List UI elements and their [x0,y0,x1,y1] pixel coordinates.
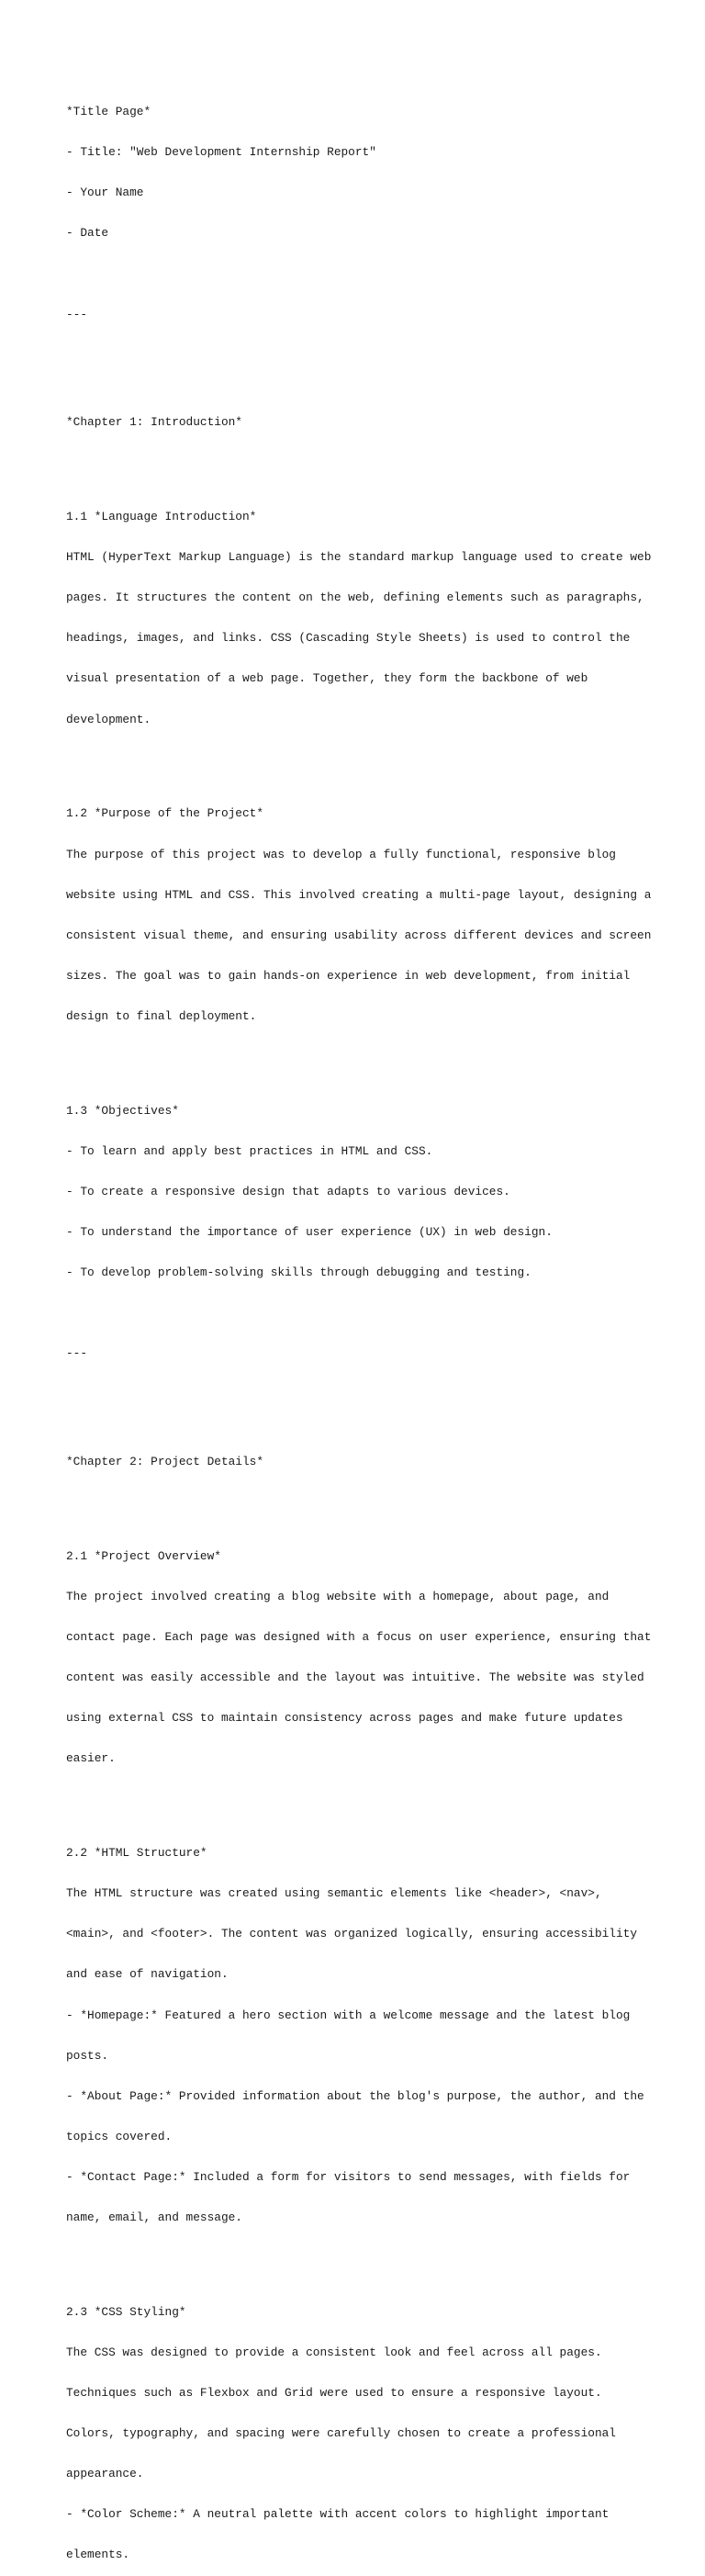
blank-line [66,2252,654,2266]
paragraph-line: contact page. Each page was designed with a focus on user experience, ensuring that [66,1630,652,1645]
title-page-item: - Title: "Web Development Internship Report" [66,145,376,160]
blank-line [66,349,654,363]
list-item: topics covered. [66,2129,173,2143]
paragraph-line: content was easily accessible and the layout was intuitive. The website was styled [66,1670,644,1685]
paragraph-line: website using HTML and CSS. This involved creating a multi-page layout, designing a [66,887,652,902]
paragraph-line: using external CSS to maintain consistency across pages and make future updates [66,1711,623,1726]
list-item: - To develop problem-solving skills through debugging and testing. [66,1266,532,1280]
paragraph-line: <main>, and <footer>. The content was organized logically, ensuring accessibility [66,1927,638,1941]
blank-line [66,456,654,470]
paragraph-line: appearance. [66,2467,144,2481]
list-item: name, email, and message. [66,2210,242,2225]
paragraph-line: The HTML structure was created using semantic elements like <header>, <nav>, [66,1886,602,1901]
title-page-item: - Date [66,226,109,241]
separator: --- [66,307,88,321]
section-heading: 1.3 *Objectives* [66,1103,179,1118]
list-item: - *Color Scheme:* A neutral palette with accent colors to highlight important [66,2507,610,2522]
list-item: - To learn and apply best practices in HTML and CSS. [66,1143,433,1158]
paragraph-line: HTML (HyperText Markup Language) is the standard markup language used to create web [66,550,652,565]
document-page [66,65,654,2576]
list-item: - *About Page:* Provided information about the blog's purpose, the author, and the [66,2088,644,2103]
paragraph-line: pages. It structures the content on the web, defining elements such as paragraphs, [66,591,644,605]
list-item: - *Homepage:* Featured a hero section with a welcome message and the latest blog [66,2008,631,2022]
paragraph-line: easier. [66,1751,116,1766]
paragraph-line: visual presentation of a web page. Together, they form the backbone of web [66,671,588,686]
section-heading: 2.3 *CSS Styling* [66,2304,186,2319]
title-page-heading: *Title Page* [66,105,151,119]
paragraph-line: Colors, typography, and spacing were carefully chosen to create a professional [66,2426,616,2441]
paragraph-line: design to final deployment. [66,1008,257,1023]
blank-line [66,1051,654,1064]
blank-line [66,754,654,768]
list-item: - To create a responsive design that adapts to various devices. [66,1184,510,1198]
list-item: posts. [66,2048,109,2063]
title-page-item: - Your Name [66,186,144,200]
paragraph-line: Techniques such as Flexbox and Grid were used to ensure a responsive layout. [66,2386,602,2401]
blank-line [66,1496,654,1510]
paragraph-line: and ease of navigation. [66,1967,229,1982]
list-item: - To understand the importance of user experience (UX) in web design. [66,1225,553,1240]
chapter-heading: *Chapter 1: Introduction* [66,415,242,430]
section-heading: 1.1 *Language Introduction* [66,510,257,524]
paragraph-line: The purpose of this project was to develop a fully functional, responsive blog [66,847,616,861]
paragraph-line: headings, images, and links. CSS (Cascading Style Sheets) is used to control the [66,631,631,646]
chapter-heading: *Chapter 2: Project Details* [66,1454,264,1468]
section-heading: 1.2 *Purpose of the Project* [66,806,264,821]
blank-line [66,1388,654,1401]
paragraph-line: sizes. The goal was to gain hands-on experience in web development, from initial [66,968,631,983]
paragraph-line: The project involved creating a blog website with a homepage, about page, and [66,1589,610,1603]
separator: --- [66,1346,88,1361]
list-item: - *Contact Page:* Included a form for visitors to send messages, with fields for [66,2169,631,2184]
section-heading: 2.2 *HTML Structure* [66,1846,207,1861]
blank-line [66,1307,654,1321]
paragraph-line: development. [66,712,151,726]
blank-line [66,267,654,281]
paragraph-line: consistent visual theme, and ensuring usability across different devices and screen [66,928,652,942]
blank-line [66,1793,654,1806]
section-heading: 2.1 *Project Overview* [66,1548,221,1563]
paragraph-line: The CSS was designed to provide a consistent look and feel across all pages. [66,2345,602,2360]
list-item: elements. [66,2548,130,2562]
